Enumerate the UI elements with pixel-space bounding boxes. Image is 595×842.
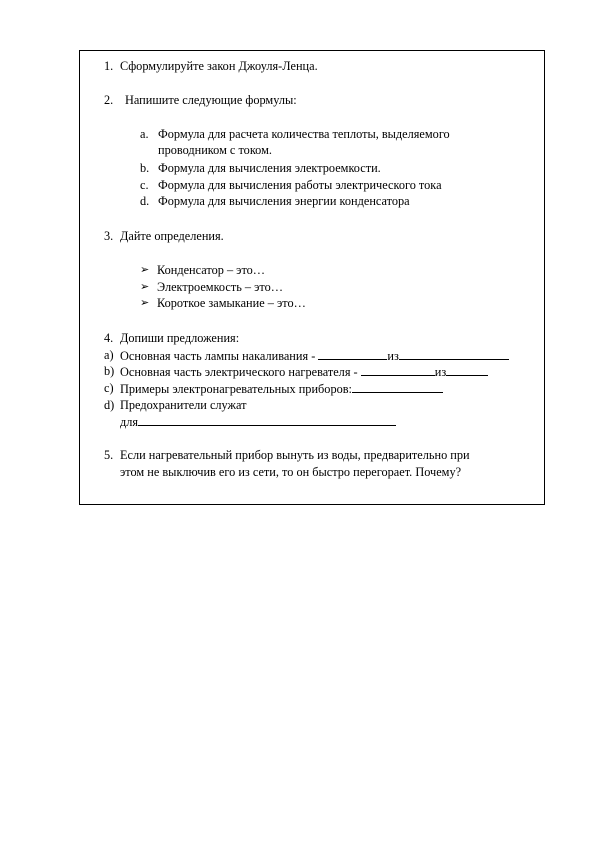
answer-blank[interactable]	[361, 364, 435, 376]
q4-text: Допиши предложения:	[120, 331, 240, 345]
q1-number: 1.	[104, 59, 114, 73]
answer-blank[interactable]	[318, 348, 387, 360]
q2-item-c: Формула для вычисления работы электрического тока	[158, 178, 442, 192]
q2-text: Напишите следующие формулы:	[125, 93, 297, 107]
q4-item-d-line2	[120, 414, 396, 430]
q4-item-d-line2-text: для	[120, 415, 139, 429]
q1-text: Сформулируйте закон Джоуля-Ленца.	[120, 59, 318, 73]
q3-definition: Короткое замыкание – это…	[157, 296, 306, 310]
arrow-bullet-icon: ➢	[140, 281, 150, 293]
q4-number: 4.	[104, 331, 114, 345]
q4-item-d-line1: Предохранители служат	[120, 398, 247, 412]
q3-text: Дайте определения.	[120, 229, 224, 243]
q2-item-marker: a.	[140, 127, 149, 141]
q5-number: 5.	[104, 448, 114, 462]
arrow-bullet-icon: ➢	[140, 264, 150, 276]
q4-item-c	[120, 381, 443, 397]
arrow-bullet-icon: ➢	[140, 297, 150, 309]
q4-item-marker: a)	[104, 348, 114, 362]
q4-item-b-text: Основная часть электрического нагревателя -	[120, 365, 361, 379]
q5-line1: Если нагревательный прибор вынуть из воды, предварительно при	[120, 448, 470, 462]
answer-blank[interactable]	[138, 414, 396, 426]
answer-blank[interactable]	[446, 364, 488, 376]
q4-item-c-text: Примеры электронагревательных приборов:	[120, 382, 352, 396]
q4-item-a-text: Основная часть лампы накаливания -	[120, 349, 319, 363]
q4-item-a	[120, 348, 509, 364]
q2-item-marker: d.	[140, 194, 150, 208]
q4-item-marker: c)	[104, 381, 114, 395]
answer-blank[interactable]	[352, 381, 443, 393]
q5-line2: этом не выключив его из сети, то он быстро перегорает. Почему?	[120, 465, 462, 479]
q2-item-marker: b.	[140, 161, 150, 175]
q3-number: 3.	[104, 229, 114, 243]
answer-blank[interactable]	[399, 348, 509, 360]
q4-item-b-mid: из	[434, 365, 447, 379]
q3-definition: Электроемкость – это…	[157, 280, 284, 294]
q4-item-b	[120, 364, 488, 380]
q2-item-b: Формула для вычисления электроемкости.	[158, 161, 381, 175]
q2-item-d: Формула для вычисления энергии конденсатора	[158, 194, 410, 208]
q2-number: 2.	[104, 93, 114, 107]
q4-item-marker: b)	[104, 364, 115, 378]
q4-item-a-mid: из	[387, 349, 399, 363]
q2-item-a-line1: Формула для расчета количества теплоты, выделяемого	[158, 127, 450, 141]
q2-item-a-line2: проводником с током.	[158, 143, 272, 157]
q3-definition: Конденсатор – это…	[157, 263, 266, 277]
q2-item-marker: c.	[140, 178, 149, 192]
q4-item-marker: d)	[104, 398, 115, 412]
